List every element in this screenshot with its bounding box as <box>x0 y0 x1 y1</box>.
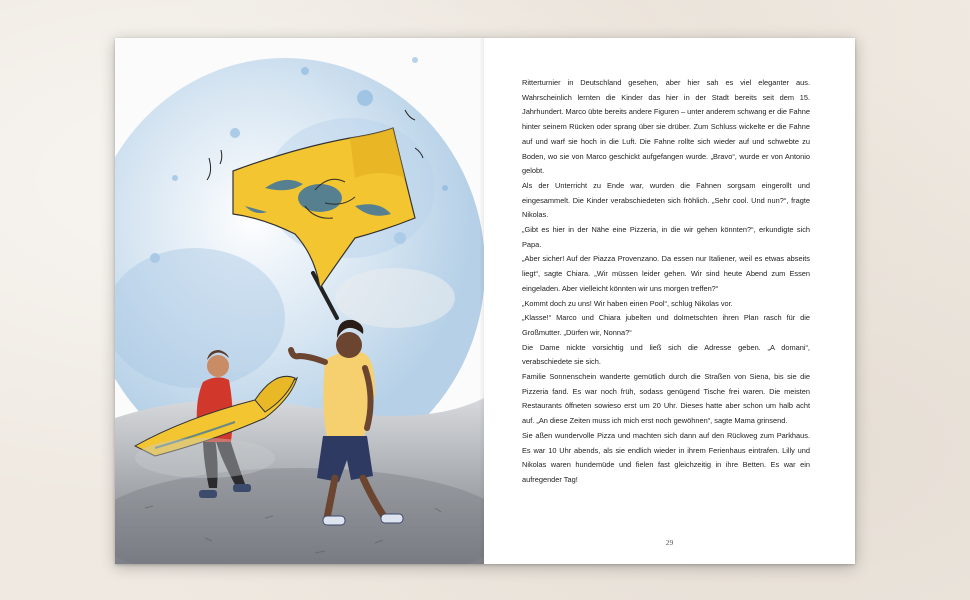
paragraph: „Kommt doch zu uns! Wir haben einen Pool“, schlug Nikolas vor. <box>522 298 733 308</box>
open-book <box>115 38 855 564</box>
story-text <box>522 76 810 488</box>
flag-throwing-illustration <box>115 38 484 564</box>
page-number: 29 <box>665 538 674 547</box>
paragraph: Sie aßen wundervolle Pizza und machten sich dann auf den Rückweg zum Parkhaus. Es war 10 Uhr abends, als sie endlich wieder in ihrem Ferienhaus eintrafen. Lilly und Nikolas waren hundemüde und fielen fast gleichzeitig in ihre Betten. Es war ein aufregender Tag! <box>522 430 810 484</box>
paragraph: Ritterturnier in Deutschland gesehen, aber hier sah es viel eleganter aus. Wahrscheinlich lernten die Kinder das hier in der Stadt bereits seit dem 15. Jahrhundert. Marco übte bereits andere Figuren – unter anderem schwang er die Fahne hinter seinem Rücken oder sprang über sie drüber. Zum Schluss wickelte er die Fahne auf und warf sie hoch in die Luft. Die Fahne rollte sich wieder auf und schwebte zu Boden, wo sie von Marco geschickt aufgefangen wurde. „Bravo“, wurde er von Antonio gelobt. <box>522 78 810 176</box>
paragraph: Als der Unterricht zu Ende war, wurden die Fahnen sorgsam eingerollt und eingesammelt. Die Kinder verabschiedeten sich fröhlich. „Sehr cool. Und nun?“, fragte Nikolas. <box>522 180 810 220</box>
paragraph: Die Dame nickte vorsichtig und ließ sich die Adresse geben. „A domani“, verabschiedete sie sich. <box>522 342 810 367</box>
illustration-page <box>115 38 484 564</box>
paragraph: „Aber sicher! Auf der Piazza Provenzano. Da essen nur Italiener, weil es etwas abseits liegt“, sagte Chiara. „Wir müssen leider gehen. Wir sind heute Abend zum Essen eingeladen. Aber vielleicht könnten wir uns morgen treffen?“ <box>522 254 810 293</box>
text-page <box>484 38 855 564</box>
paragraph: „Klasse!“ Marco und Chiara jubelten und dolmetschten ihren Plan rasch für die Großmutter. „Dürfen wir, Nonna?“ <box>522 313 810 337</box>
paragraph: Familie Sonnenschein wanderte gemütlich durch die Straßen von Siena, bis sie die Pizzeria fand. Es war noch früh, sodass genügend Tische frei waren. Die meisten Restaurants öffneten sowieso erst um 20 Uhr. Dieses hatte aber schon um halb acht auf. „An diese Zeiten muss ich mich erst noch gewöhnen“, sagte Mama grinsend. <box>522 372 810 426</box>
paragraph: „Gibt es hier in der Nähe eine Pizzeria, in die wir gehen könnten?“, erkundigte sich Papa. <box>522 225 810 249</box>
